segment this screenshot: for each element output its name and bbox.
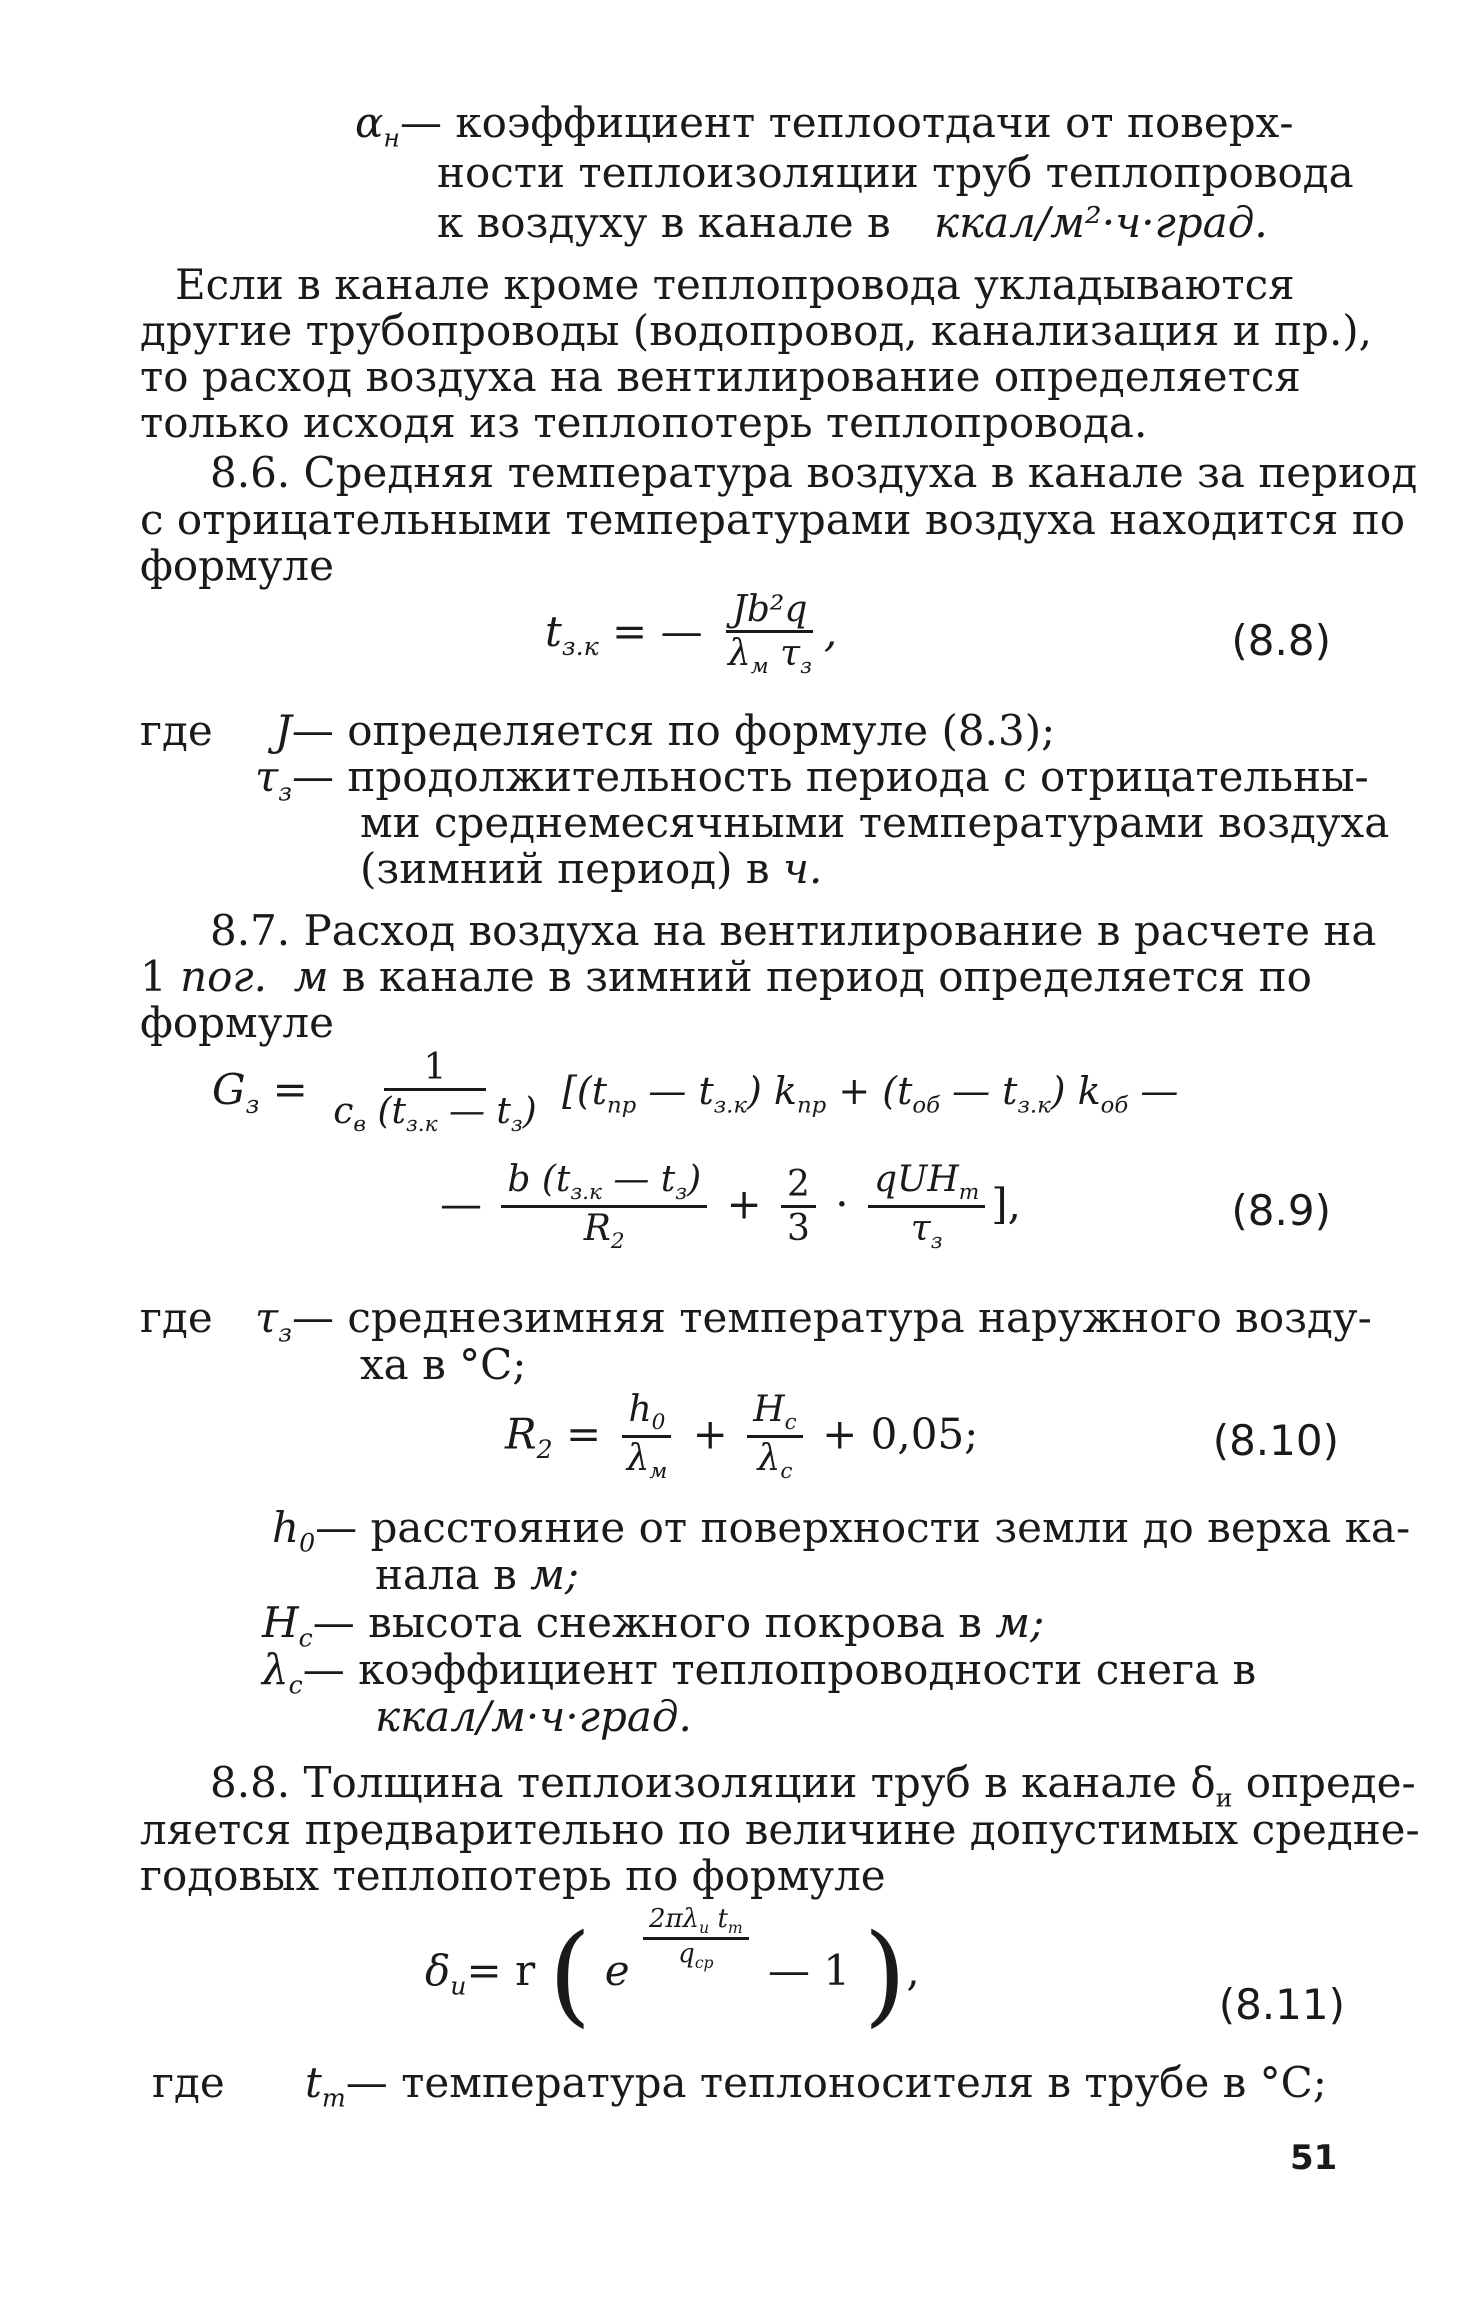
alpha-definition [355,100,1294,152]
para88-line-3: годовых теплопотерь по формуле [140,1851,886,1900]
para88-line-1: 8.8. Толщина теплоизоляции труб в канале $\delta_и$ опреде- [210,1758,1416,1813]
eq811-number: (8.11) [1218,1980,1345,2029]
equation-8-10: $R_2$ = $\frac{h_0}{\lambda_м}$ + $\frac{H_c}{\lambda_c}$ + 0,05; [505,1389,979,1485]
para87-line-2: 1 пог. м в канале в зимний период определяется по [140,952,1312,1001]
where88-tau-line-2: ми среднемесячными температурами воздуха [360,798,1390,847]
where89-line-2: ха в °С; [360,1340,527,1389]
para86-line-1: 8.6. Средняя температура воздуха в канале за период [210,448,1418,497]
eq88-denominator: $\lambda_м$ $\tau_з$ [727,632,812,679]
para86-line-2: с отрицательными температурами воздуха находится по [140,495,1406,544]
where88-tau-line-3: (зимний период) в ч. [360,844,823,893]
eq810-number: (8.10) [1212,1416,1339,1465]
alpha-unit: ккал/м²·ч·град. [933,198,1268,247]
where810-lambda: $\lambda_с—$ коэффициент теплопроводности снега в [262,1645,1257,1700]
para1-line-4: только исходя из теплопотерь теплопровода. [140,398,1148,447]
where88-tau: $\tau_з—$ продолжительность периода с отрицательны- [255,752,1369,807]
where88-gde: где [140,706,213,755]
alpha-symbol: $\alpha_н$ [355,98,400,153]
where811-t: $t_т—$ температура теплоносителя в трубе в °С; [305,2058,1327,2113]
where810-lambda-unit: ккал/м·ч·град. [375,1692,692,1741]
where810-h-line-2: нала в м; [375,1550,580,1599]
where89-tau: $\tau_з—$ среднезимняя температура наружного возду- [255,1293,1372,1348]
eq89-number: (8.9) [1231,1186,1331,1235]
equation-8-8: $t_{з.к}$ = — $\frac{\text{Jb²q}}{\lambda_м \tau_з}$ , [545,589,838,679]
where811-gde: где [152,2058,225,2107]
alpha-line-3: к воздуху в канале в ккал/м²·ч·град. [437,198,1268,247]
equation-8-9-row-1: $G_з$ = $\frac{1}{c_в (t_{з.к} — t_з)}$ [($t_{пр}$ — $t_{з.к}$) $k_{пр} + (t_{об}$ — $t_{з.к}$) $k_{об}$ — [212,1047,1179,1137]
where88-j: J— определяется по формуле (8.3); [275,706,1056,755]
where810-h: $h_0—$ расстояние от поверхности земли до верха ка- [272,1503,1411,1558]
where89-gde: где [140,1293,213,1342]
para1-line-2: другие трубопроводы (водопровод, канализация и пр.), [140,306,1373,355]
para86-line-3: формуле [140,541,334,590]
alpha-line-1: — коэффициент теплоотдачи от поверх- [399,98,1294,147]
para87-line-1: 8.7. Расход воздуха на вентилирование в расчете на [210,906,1377,955]
equation-8-9-row-2: — $\frac{b (t_{з.к} — t_з)}{R_2}$ + $\frac{2}{3}$ · $\frac{qUH_т}{\tau_з}$ ], [440,1159,1022,1255]
alpha-line-2: ности теплоизоляции труб теплопровода [437,148,1354,197]
equation-8-11: $\delta_и= r$ ( e $\frac{2\pi\lambda_и t_т}{q_{ср}}$ — 1 ), [425,1904,920,2038]
page-number: 51 [1290,2138,1338,2178]
eq88-numerator: Jb²q [726,590,813,633]
where810-H: $H_с—$ высота снежного покрова в м; [262,1598,1045,1653]
para88-line-2: ляется предварительно по величине допустимых средне- [140,1805,1420,1854]
eq88-number: (8.8) [1231,616,1331,665]
para1-line-3: то расход воздуха на вентилирование определяется [140,352,1301,401]
para87-line-3: формуле [140,998,334,1047]
para1-line-1: Если в канале кроме теплопровода укладываются [175,260,1295,309]
